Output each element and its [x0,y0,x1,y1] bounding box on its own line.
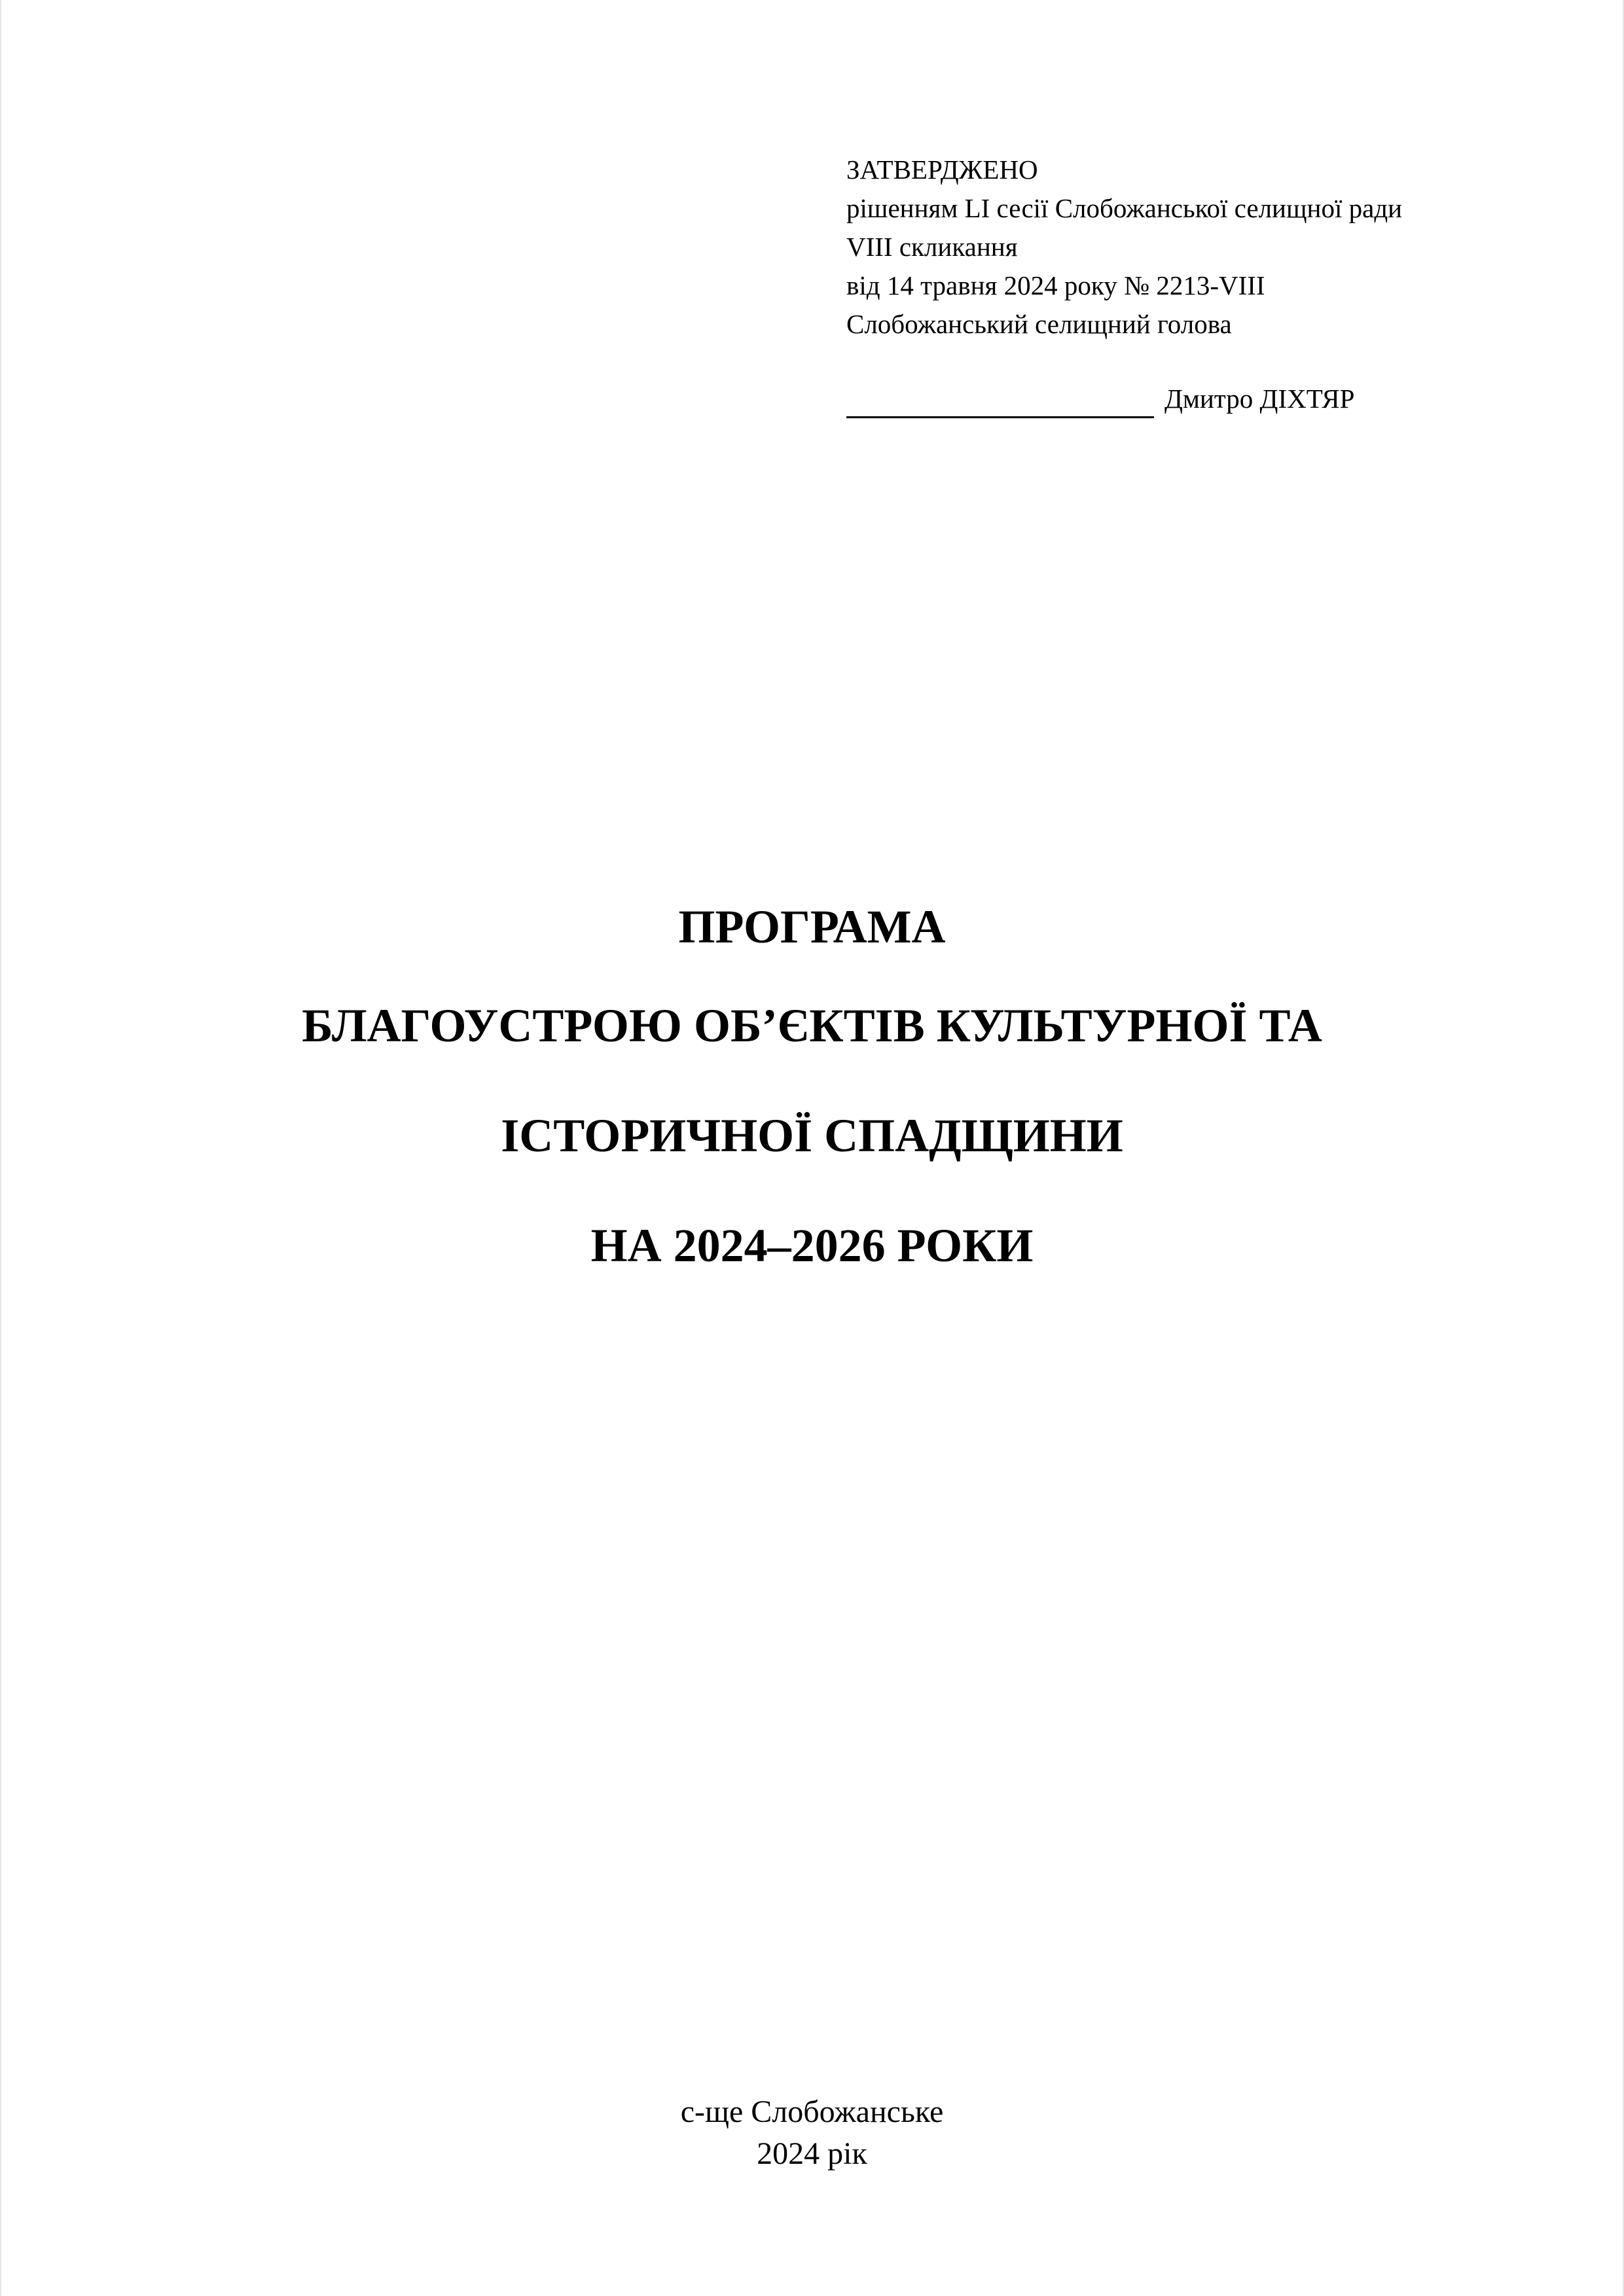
signatory-name: Дмитро ДІХТЯР [1164,384,1355,414]
approval-decision-line: рішенням LI сесії Слобожанської селищної ради [846,193,1403,223]
approval-block [846,151,1599,344]
footer-place: с-ще Слобожанське [680,2094,944,2129]
approval-date-line: від 14 травня 2024 року № 2213-VIII [846,270,1265,300]
title-line-2: БЛАГОУСТРОЮ ОБ’ЄКТІВ КУЛЬТУРНОЇ ТА [302,999,1322,1052]
approval-convocation-line: VIII скликання [846,232,1018,262]
signature-row [846,380,1354,418]
title-line-3: ІСТОРИЧНОЇ СПАДЩИНИ [501,1109,1123,1162]
title-line-1: ПРОГРАМА [678,901,946,953]
footer-block [0,2091,1624,2175]
approval-heading: ЗАТВЕРДЖЕНО [846,154,1038,185]
signature-line [846,387,1154,418]
approval-position-line: Слобожанський селищний голова [846,309,1232,339]
footer-year: 2024 рік [757,2136,867,2171]
title-line-4: НА 2024–2026 РОКИ [590,1219,1034,1272]
